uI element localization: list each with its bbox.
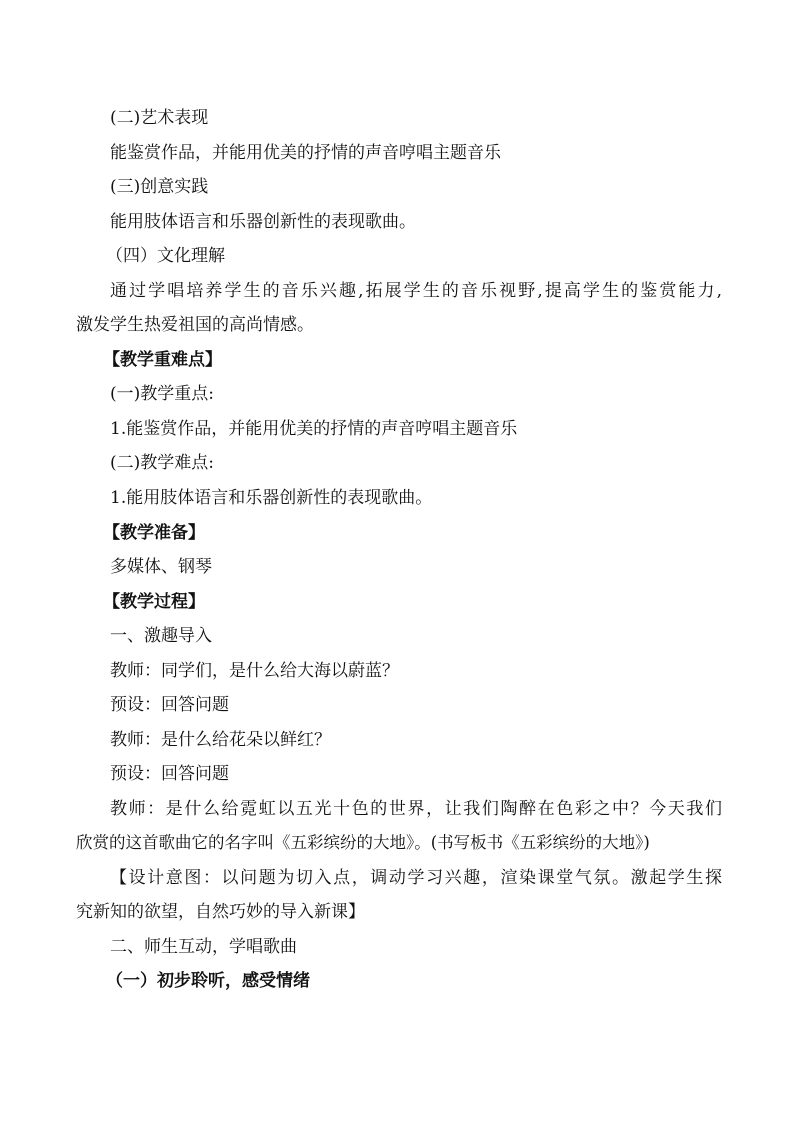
- subheading-difficult-point: (二)教学难点:: [110, 453, 214, 473]
- paragraph-line: 多媒体、钢琴: [110, 557, 212, 577]
- paragraph-line: 1.能鉴赏作品，并能用优美的抒情的声音哼唱主题音乐: [110, 419, 518, 439]
- heading-cultural-understanding: （四）文化理解: [106, 246, 225, 266]
- paragraph-line: 教师：是什么给花朵以鲜红？: [110, 730, 331, 750]
- paragraph-line: 欣赏的这首歌曲它的名字叫《五彩缤纷的大地》。(书写板书《五彩缤纷的大地》): [76, 833, 650, 852]
- subheading-first-listening: （一）初步聆听，感受情绪: [106, 971, 310, 991]
- paragraph-line: 激发学生热爱祖国的高尚情感。: [76, 315, 314, 335]
- paragraph-line: 预设：回答问题: [110, 764, 229, 784]
- section-heading-preparation: 【教学准备】: [103, 523, 205, 543]
- design-intent-line: 究新知的欲望，自然巧妙的导入新课】: [76, 902, 365, 922]
- paragraph-line: 教师：同学们，是什么给大海以蔚蓝？: [110, 661, 399, 681]
- paragraph-line: 预设：回答问题: [110, 695, 229, 715]
- subheading-interaction: 二、师生互动，学唱歌曲: [110, 937, 297, 957]
- heading-creative-practice: (三)创意实践: [110, 177, 209, 197]
- heading-artistic-expression: (二)艺术表现: [110, 108, 209, 128]
- subheading-key-point: (一)教学重点:: [110, 384, 214, 404]
- design-intent-line: 【设计意图：以问题为切入点，调动学习兴趣，渲染课堂气氛。激起学生探: [110, 868, 722, 888]
- paragraph-line: 通过学唱培养学生的音乐兴趣,拓展学生的音乐视野,提高学生的鉴赏能力,: [110, 281, 722, 301]
- section-heading-key-points: 【教学重难点】: [103, 350, 222, 370]
- subheading-introduction: 一、激趣导入: [110, 626, 212, 646]
- section-heading-process: 【教学过程】: [103, 592, 205, 612]
- paragraph-line: 能鉴赏作品，并能用优美的抒情的声音哼唱主题音乐: [110, 143, 501, 163]
- paragraph-line: 教师：是什么给霓虹以五光十色的世界，让我们陶醉在色彩之中？今天我们: [110, 799, 722, 819]
- paragraph-line: 能用肢体语言和乐器创新性的表现歌曲。: [110, 212, 416, 232]
- paragraph-line: 1.能用肢体语言和乐器创新性的表现歌曲。: [110, 488, 433, 508]
